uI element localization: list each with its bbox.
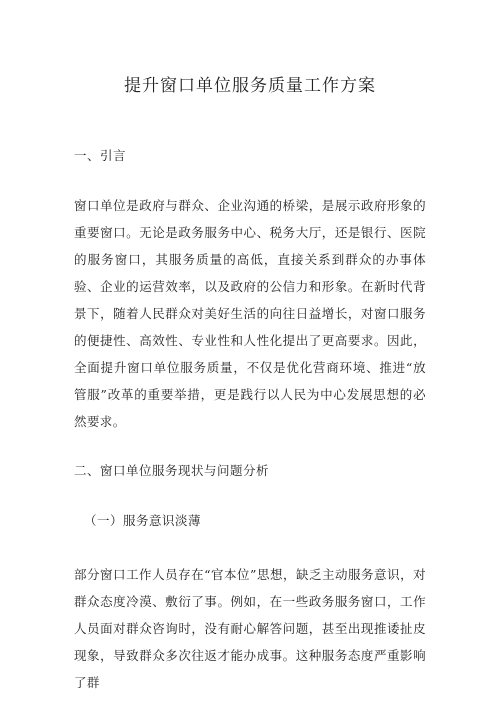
introduction-paragraph: 窗口单位是政府与群众、企业沟通的桥梁，是展示政府形象的重要窗口。无论是政务服务中心、税务大厅，还是银行、医院的服务窗口，其服务质量的高低，直接关系到群众的办事体验、企业的运营效率，以及政府的公信力和形象。在新时代背景下，随着人民群众对美好生活的向往日益增长，对窗口服务的便捷性、高效性、专业性和人性化提出了更高要求。因此，全面提升窗口单位服务质量，不仅是优化营商环境、推进“放管服”改革的重要举措，更是践行以人民为中心发展思想的必然要求。 [74, 198, 426, 429]
service-awareness-paragraph: 部分窗口工作人员存在“官本位”思想，缺乏主动服务意识，对群众态度冷漠、敷衍了事。例如，在一些政务服务窗口，工作人员面对群众咨询时，没有耐心解答问题，甚至出现推诿扯皮现象，导致群众多次往返才能办成事。这种服务态度严重影响了群 [74, 567, 426, 690]
section-heading-introduction: 一、引言 [74, 148, 127, 163]
section-heading-status-analysis: 二、窗口单位服务现状与问题分析 [74, 463, 270, 478]
document-title: 提升窗口单位服务质量工作方案 [124, 76, 376, 96]
subsection-heading-service-awareness: （一）服务意识淡薄 [84, 513, 202, 528]
